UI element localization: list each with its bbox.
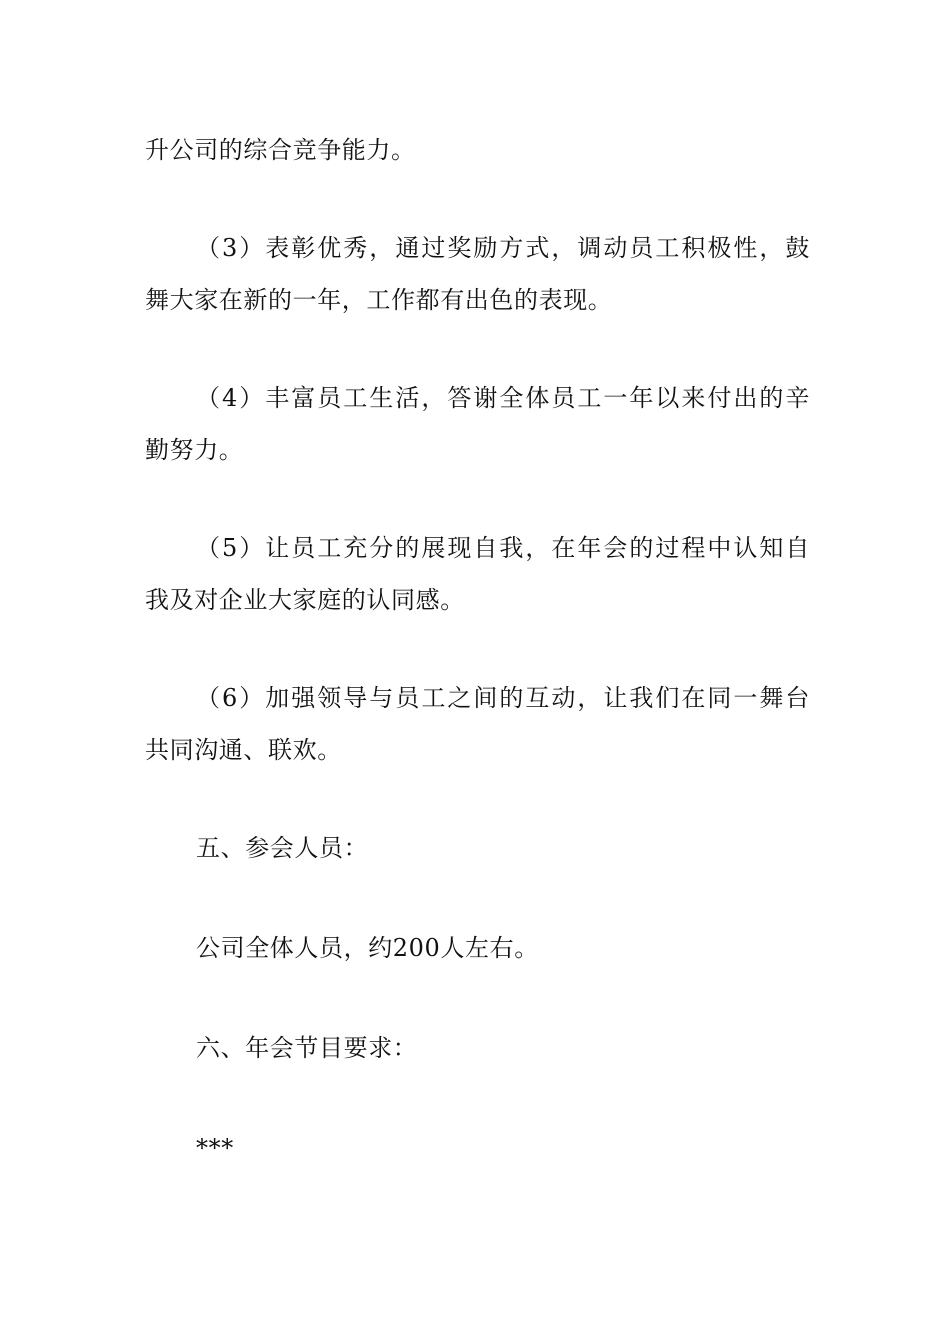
list-item-3-line-1: （3）表彰优秀，通过奖励方式，调动员工积极性，鼓 bbox=[196, 234, 810, 262]
section-6-heading: 六、年会节目要求： bbox=[196, 1034, 418, 1062]
section-5-text: 公司全体人员，约200人左右。 bbox=[196, 934, 539, 962]
list-item-6-line-2: 共同沟通、联欢。 bbox=[145, 736, 342, 764]
list-item-5-line-1: （5）让员工充分的展现自我，在年会的过程中认知自 bbox=[196, 534, 810, 562]
list-item-4-line-2: 勤努力。 bbox=[145, 436, 244, 464]
list-item-5-line-2: 我及对企业大家庭的认同感。 bbox=[145, 586, 465, 614]
section-5-heading: 五、参会人员： bbox=[196, 834, 369, 862]
ending-asterisks: *** bbox=[196, 1134, 234, 1162]
paragraph-continuation: 升公司的综合竞争能力。 bbox=[145, 136, 416, 164]
list-item-4-line-1: （4）丰富员工生活，答谢全体员工一年以来付出的辛 bbox=[196, 384, 810, 412]
list-item-3-line-2: 舞大家在新的一年，工作都有出色的表现。 bbox=[145, 286, 613, 314]
list-item-6-line-1: （6）加强领导与员工之间的互动，让我们在同一舞台 bbox=[196, 684, 810, 712]
